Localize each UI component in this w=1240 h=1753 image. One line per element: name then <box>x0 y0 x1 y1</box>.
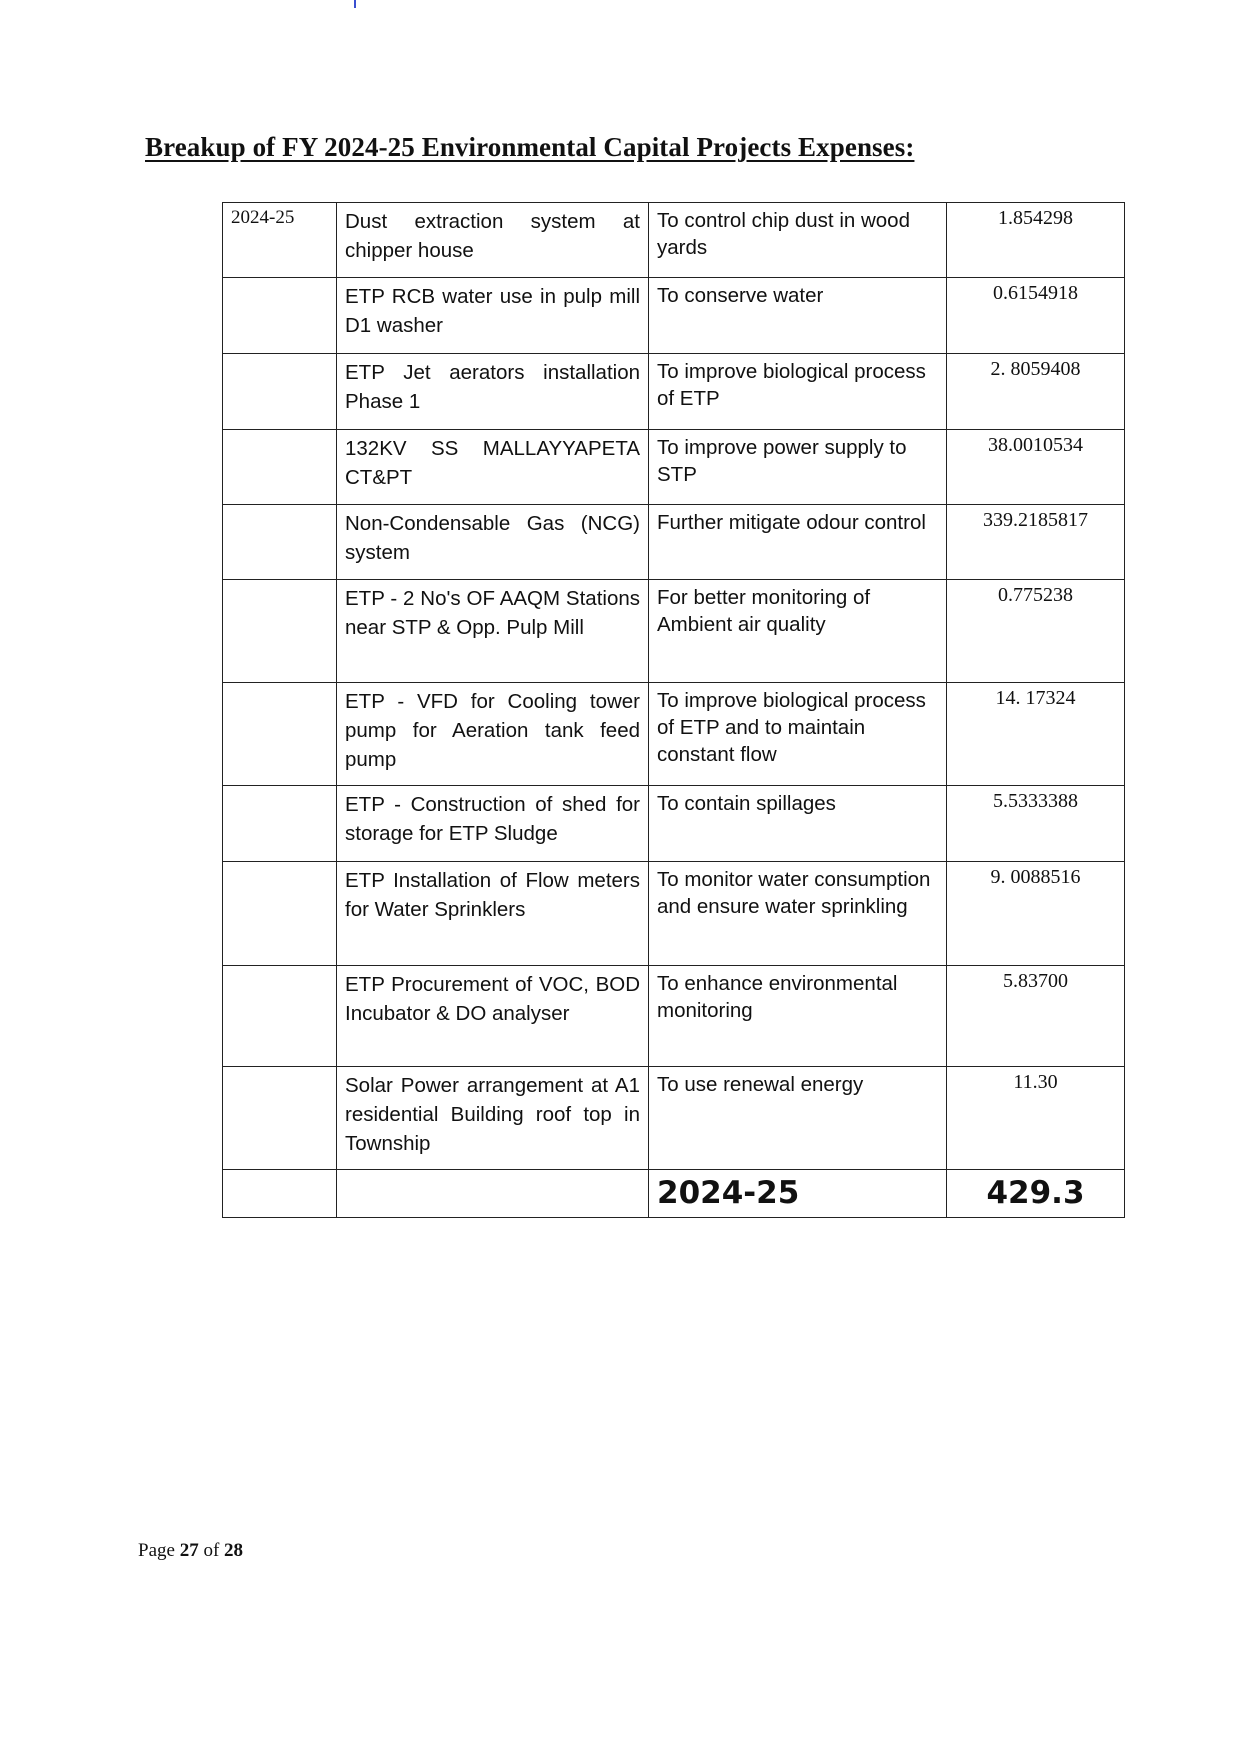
project-cell: Dust extraction system at chipper house <box>337 203 649 278</box>
amount-cell: 11.30 <box>947 1067 1125 1170</box>
year-cell <box>223 505 337 580</box>
table-row <box>223 430 1125 505</box>
expenses-table <box>222 202 1125 1218</box>
table-row <box>223 786 1125 862</box>
amount-cell: 1.854298 <box>947 203 1125 278</box>
purpose-cell: To use renewal energy <box>649 1067 947 1170</box>
amount-cell: 38.0010534 <box>947 430 1125 505</box>
project-cell: ETP Procurement of VOC, BOD Incubator & DO analyser <box>337 966 649 1067</box>
total-label: 2024-25 <box>649 1170 947 1218</box>
project-cell: ETP - VFD for Cooling tower pump for Aeration tank feed pump <box>337 683 649 786</box>
total-amount: 429.3 <box>947 1170 1125 1218</box>
purpose-cell: To conserve water <box>649 278 947 354</box>
purpose-cell: To improve power supply to STP <box>649 430 947 505</box>
project-cell: Solar Power arrangement at A1 residential Building roof top in Township <box>337 1067 649 1170</box>
amount-cell: 14. 17324 <box>947 683 1125 786</box>
amount-cell: 0.775238 <box>947 580 1125 683</box>
year-cell <box>223 278 337 354</box>
page-word: Page <box>138 1540 175 1561</box>
project-cell: 132KV SS MALLAYYAPETA CT&PT <box>337 430 649 505</box>
project-cell: ETP Installation of Flow meters for Water Sprinklers <box>337 862 649 966</box>
year-cell <box>223 862 337 966</box>
project-cell: Non-Condensable Gas (NCG) system <box>337 505 649 580</box>
purpose-cell: To improve biological process of ETP and to maintain constant flow <box>649 683 947 786</box>
amount-cell: 9. 0088516 <box>947 862 1125 966</box>
year-cell <box>223 354 337 430</box>
project-cell: ETP - Construction of shed for storage for ETP Sludge <box>337 786 649 862</box>
project-cell: ETP - 2 No's OF AAQM Stations near STP & Opp. Pulp Mill <box>337 580 649 683</box>
table-row <box>223 580 1125 683</box>
purpose-cell: To contain spillages <box>649 786 947 862</box>
table-row <box>223 966 1125 1067</box>
amount-cell: 2. 8059408 <box>947 354 1125 430</box>
year-cell: 2024-25 <box>223 203 337 278</box>
year-cell <box>223 683 337 786</box>
table-row <box>223 1067 1125 1170</box>
purpose-cell: For better monitoring of Ambient air quality <box>649 580 947 683</box>
table-row <box>223 683 1125 786</box>
page-title: Breakup of FY 2024-25 Environmental Capital Projects Expenses: <box>145 132 915 162</box>
margin-mark <box>354 0 356 8</box>
table-row <box>223 278 1125 354</box>
purpose-cell: To enhance environmental monitoring <box>649 966 947 1067</box>
total-row <box>223 1170 1125 1218</box>
page-number <box>138 1540 243 1562</box>
year-cell <box>223 966 337 1067</box>
purpose-cell: To improve biological process of ETP <box>649 354 947 430</box>
project-cell: ETP Jet aerators installation Phase 1 <box>337 354 649 430</box>
of-word: of <box>203 1540 220 1561</box>
table-row <box>223 354 1125 430</box>
amount-cell: 5.83700 <box>947 966 1125 1067</box>
amount-cell: 0.6154918 <box>947 278 1125 354</box>
total-empty-cell <box>337 1170 649 1218</box>
project-cell: ETP RCB water use in pulp mill D1 washer <box>337 278 649 354</box>
total-empty-cell <box>223 1170 337 1218</box>
purpose-cell: Further mitigate odour control <box>649 505 947 580</box>
purpose-cell: To control chip dust in wood yards <box>649 203 947 278</box>
table-row <box>223 203 1125 278</box>
amount-cell: 339.2185817 <box>947 505 1125 580</box>
table-row <box>223 505 1125 580</box>
purpose-cell: To monitor water consumption and ensure water sprinkling <box>649 862 947 966</box>
year-cell <box>223 786 337 862</box>
current-page: 27 <box>179 1540 199 1561</box>
amount-cell: 5.5333388 <box>947 786 1125 862</box>
year-cell <box>223 1067 337 1170</box>
year-cell <box>223 430 337 505</box>
table-row <box>223 862 1125 966</box>
total-pages: 28 <box>224 1540 244 1561</box>
year-cell <box>223 580 337 683</box>
